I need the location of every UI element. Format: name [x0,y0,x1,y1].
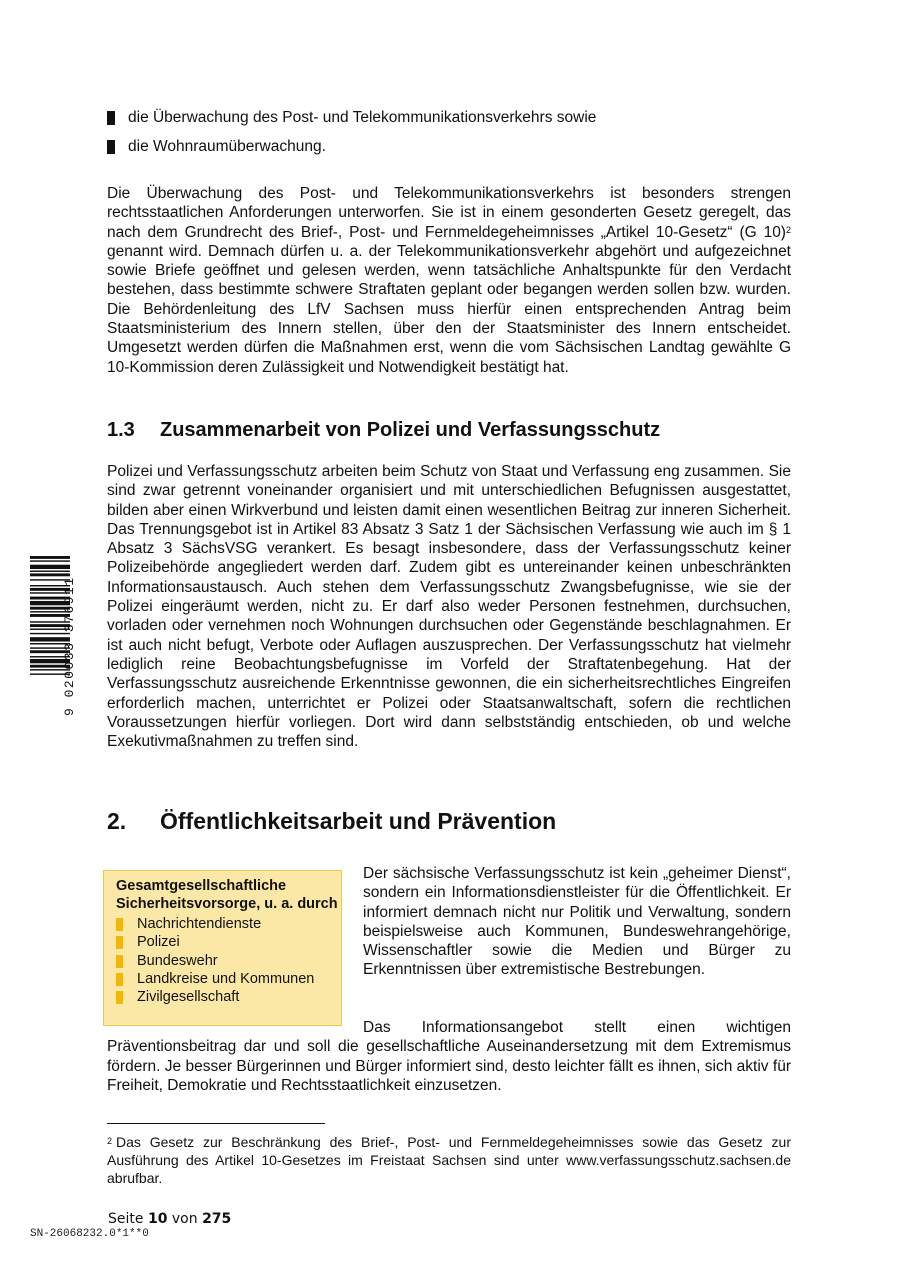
barcode-bar [30,565,70,569]
paragraph-text: genannt wird. Demnach dürfen u. a. der Telekommunikationsverkehr abgehört und aufgezeichnet sowie Briefe geöffnet und gelesen werden, wenn tatsächliche Anhaltspunkte für den Verdacht bestehen, dass bestimmte schwere Straftaten geplant oder begangen werden sollen bzw. wurden. Die Behördenleitung des LfV Sachsen muss hierfür einen entsprechenden Antrag beim Staatsministerium des Innern stellen, über den der Staatsminister des Innern entscheidet. Umgesetzt werden dürfen die Maßnahmen erst, wenn die vom Sächsischen Landtag gewählte G 10-Kommission deren Zulässigkeit und Notwendigkeit bestätigt hat. [107,242,791,376]
barcode-bar [30,560,70,561]
page-number-prefix: Seite [108,1211,148,1227]
section-title: Zusammenarbeit von Polizei und Verfassungsschutz [160,419,661,441]
page-number-current: 10 [147,1211,168,1227]
list-item-text: die Überwachung des Post- und Telekommunikationsverkehrs sowie [128,109,597,126]
square-bullet-icon [116,918,123,931]
paragraph-public-relations-b: Das Informationsangebot stellt einen wichtigen Präventionsbeitrag dar und soll die gesellschaftliche Auseinandersetzung mit dem Extremismus fördern. Je besser Bürgerinnen und Bürger informiert sind, desto leichter fällt es ihnen, sich aktiv für Freiheit, Demokratie und Rechtsstaatlichkeit einzusetzen. [107,1019,791,1094]
footnote-text: Das Gesetz zur Beschränkung des Brief-, Post- und Fernmeldegeheimnisses sowie das Gesetz zur Ausführung des Artikel 10-Gesetzes im Freistaat Sachsen sind unter www.verfassungsschutz.sachsen.de abrufbar. [107,1134,791,1186]
footnote-number: 2 [107,1136,113,1146]
square-bullet-icon [116,991,123,1004]
square-bullet-icon [107,111,115,125]
barcode-bar [30,571,70,572]
barcode-digits: 9 020033 376911 [62,576,77,716]
page-number-total: 275 [202,1211,232,1227]
info-box-item [116,915,341,933]
square-bullet-icon [116,955,123,968]
document-id: SN-26068232.0*1**0 [30,1228,149,1240]
info-box-item-text: Zivilgesellschaft [137,989,240,1006]
list-item [107,108,797,137]
list-item [107,137,797,166]
section-number: 1.3 [107,419,135,441]
footnote-divider [107,1123,325,1124]
info-box-item [116,933,341,951]
page-number-middle: von [167,1211,203,1227]
square-bullet-icon [116,973,123,986]
section-title: Öffentlichkeitsarbeit und Prävention [160,808,557,834]
square-bullet-icon [107,140,115,154]
footnote [107,1133,791,1187]
info-box-item-text: Polizei [137,934,180,951]
section-heading-2 [107,808,556,835]
info-box-title: Gesamtgesellschaftliche Sicherheitsvorsorge, u. a. durch [116,878,338,912]
section-heading-1-3 [107,419,660,442]
paragraph-text: Die Überwachung des Post- und Telekommunikationsverkehrs ist besonders strengen rechtsstaatlichen Anforderungen unterworfen. Sie ist in einem gesonderten Gesetz geregelt, das nach dem Grundrecht des Brief-, Post- und Fernmeldegeheimnisses „Artikel 10-Gesetz“ (G 10) [107,185,791,241]
paragraph-cooperation: Polizei und Verfassungsschutz arbeiten beim Schutz von Staat und Verfassung eng zusammen. Sie sind zwar getrennt voneinander organisiert und mit unterschiedlichen Befugnissen ausgestattet, bilden aber einen Wirkverbund und leisten damit einen wesentlichen Beitrag zur inneren Sicherheit. Das Trennungsgebot ist in Artikel 83 Absatz 3 Satz 1 der Sächsischen Verfassung wie auch im § 1 Absatz 3 SächsVSG verankert. Es besagt insbesondere, dass der Verfassungsschutz keiner Polizeibehörde angegliedert werden darf. Zudem gibt es untereinander keinen unbeschränkten Informationsaustausch. Auch stehen dem Verfassungsschutz Zwangsbefugnisse, wie sie der Polizei eingeräumt werden, nicht zu. Er darf also weder Personen festnehmen, durchsuchen, vorladen oder vernehmen noch Wohnungen durchsuchen oder Gegenstände beschlagnahmen. Er ist auch nicht befugt, Verbote oder Auflagen auszusprechen. Der Verfassungsschutz hat vielmehr lediglich reine Beobachtungsbefugnisse im Vorfeld der Straftatenbegehung. Hat der Verfassungsschutz ausreichende Erkenntnisse gewonnen, die ein sicherheitsrechtliches Eingreifen erforderlich machen, unterrichtet er Polizei oder Staatsanwaltschaft, sofern die rechtlichen Voraussetzungen hierfür vorliegen. Dort wird dann selbstständig entschieden, ob und welche Exekutivmaßnahmen zu treffen sind. [107,463,791,751]
list-item-text: die Wohnraumüberwachung. [128,138,326,155]
footnote-reference[interactable]: 2 [785,224,791,235]
page-number [108,1211,231,1227]
info-box-item-text: Nachrichtendienste [137,916,262,932]
info-box-item-text: Landkreise und Kommunen [137,970,315,987]
section-number: 2. [107,808,127,834]
info-box-item [116,988,341,1006]
info-box [103,870,342,1026]
info-box-item [116,970,341,988]
barcode-bar [30,556,70,559]
paragraph-public-relations-a: Der sächsische Verfassungsschutz ist kein „geheimer Dienst“, sondern ein Informationsdienstleister für die Öffentlichkeit. Er informiert demnach nicht nur Politik und Verwaltung, sondern beispielsweise auch Kommunen, Bundeswehrangehörige, Wissenschaftler sowie die Medien und Bürger zu Erkenntnissen über extremistische Bestrebungen. [363,865,791,979]
bullet-list [107,108,797,166]
paragraph-g10 [107,184,791,377]
info-box-item-text: Bundeswehr [137,952,218,969]
info-box-item [116,952,341,970]
square-bullet-icon [116,936,123,949]
